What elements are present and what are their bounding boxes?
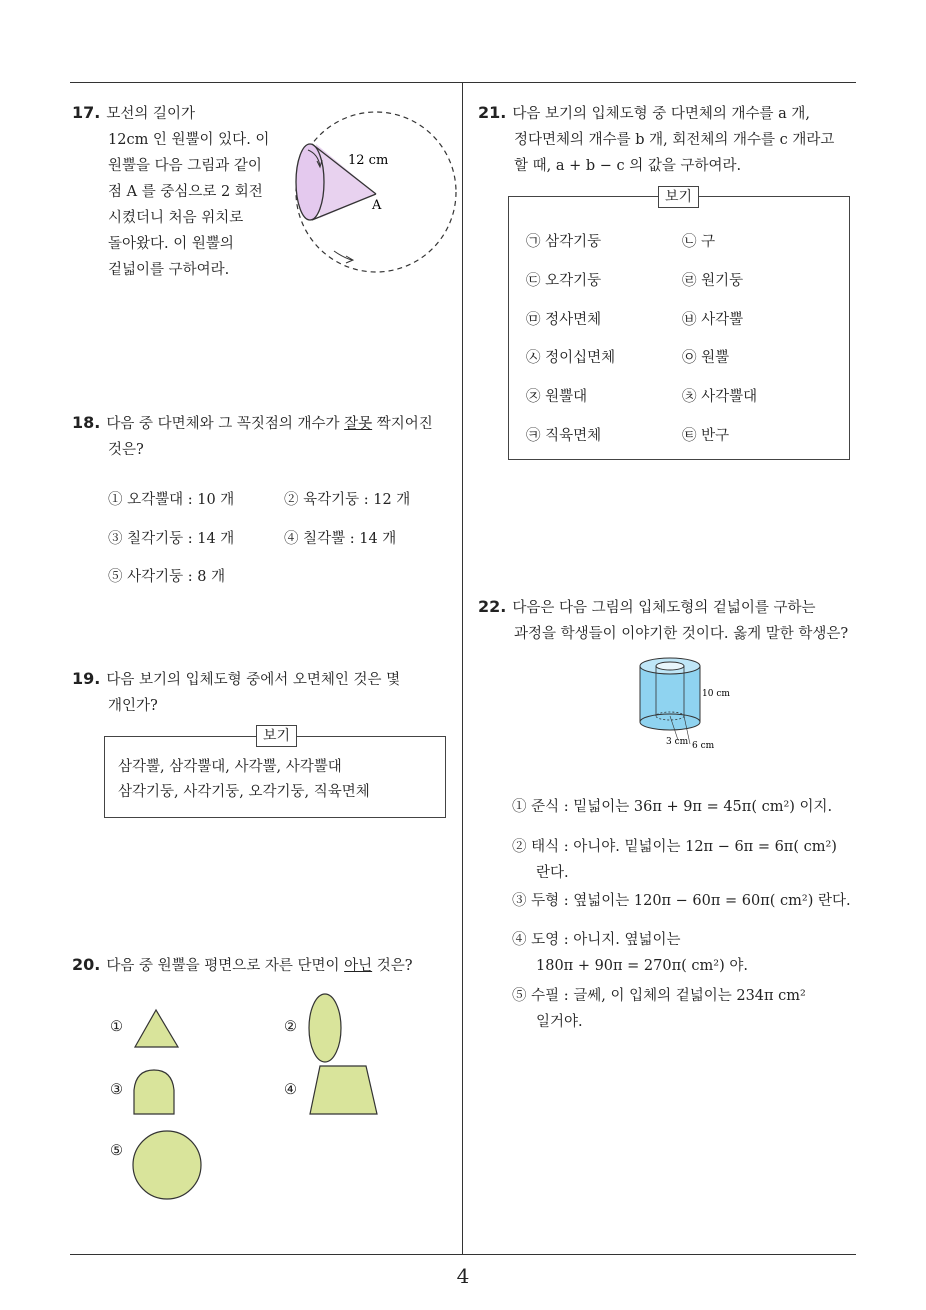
question-17: 17. 모선의 길이가 12cm 인 원뿔이 있다. 이 원뿔을 다음 그림과 같이 점 A 를 중심으로 2 회전 시켰더니 처음 위치로 돌아왔다. 이 원뿔의 겉넓이를 구하여라. (72, 103, 270, 278)
question-number: 21. (478, 103, 507, 122)
question-20: 20. 다음 중 원뿔을 평면으로 자른 단면이 아닌 것은? (72, 955, 413, 974)
q21-item: ㉦ 정이십면체 (526, 350, 616, 366)
slant-length-label: 12 cm (348, 153, 389, 168)
top-rule (70, 82, 856, 83)
q19-box-line-1: 삼각뿔, 삼각뿔대, 사각뿔, 사각뿔대 (118, 759, 342, 775)
triangle-shape (135, 1010, 178, 1047)
q21-item: ㉨ 원뿔대 (526, 389, 588, 405)
question-21: 21. 다음 보기의 입체도형 중 다면체의 개수를 a 개, 정다면체의 개수를 b 개, 회전체의 개수를 c 개라고 할 때, a + b − c 의 값을 구하여라. (478, 103, 835, 174)
q22-option-5[interactable]: ⑤ 수필 : 글쎄, 이 입체의 겉넓이는 234π cm² 일거야. (512, 988, 806, 1030)
trapezoid-shape (310, 1066, 377, 1114)
height-label: 10 cm (702, 689, 730, 699)
question-number: 22. (478, 597, 507, 616)
q22-option-2[interactable]: ② 태식 : 아니야. 밑넓이는 12π − 6π = 6π( cm²) 란다. (512, 839, 837, 881)
q21-item: ㉡ 구 (682, 234, 716, 250)
q21-item: ㉢ 오각기둥 (526, 273, 602, 289)
q20-option-1-label[interactable]: ① (110, 1019, 123, 1035)
question-number: 19. (72, 669, 101, 688)
q21-item: ㉩ 사각뿔대 (682, 389, 758, 405)
q20-option-2-label[interactable]: ② (284, 1019, 297, 1035)
q21-item: ㉥ 사각뿔 (682, 312, 744, 328)
parabola-shape (134, 1070, 174, 1114)
question-19: 19. 다음 보기의 입체도형 중에서 오면체인 것은 몇 개인가? (72, 669, 401, 714)
q21-item: ㉤ 정사면체 (526, 312, 602, 328)
q19-box-line-2: 삼각기둥, 사각기둥, 오각기둥, 직육면체 (118, 784, 370, 800)
q21-box-label: 보기 (658, 186, 699, 208)
question-number: 17. (72, 103, 101, 122)
q18-option-4[interactable]: ④ 칠각뿔 : 14 개 (284, 531, 397, 547)
point-a-label: A (372, 198, 382, 213)
q21-item: ㉪ 직육면체 (526, 428, 602, 444)
hollow-cylinder-figure (630, 652, 740, 752)
q19-example-box (104, 736, 446, 818)
q21-item: ㉣ 원기둥 (682, 273, 744, 289)
question-18: 18. 다음 중 다면체와 그 꼭짓점의 개수가 잘못 짝지어진 것은? (72, 413, 433, 458)
q18-option-5[interactable]: ⑤ 사각기둥 : 8 개 (108, 569, 226, 585)
q20-option-3-label[interactable]: ③ (110, 1082, 123, 1098)
cone-rotation-figure (286, 106, 462, 278)
q18-option-3[interactable]: ③ 칠각기둥 : 14 개 (108, 531, 235, 547)
q20-shapes (120, 990, 390, 1210)
q19-box-label: 보기 (256, 725, 297, 747)
small-radius-label: 3 cm (666, 737, 689, 747)
q18-option-2[interactable]: ② 육각기둥 : 12 개 (284, 492, 411, 508)
q21-item: ㉫ 반구 (682, 428, 730, 444)
bottom-rule (70, 1254, 856, 1255)
q22-option-4[interactable]: ④ 도영 : 아니지. 옆넓이는 180π + 90π = 270π( cm²) 야. (512, 932, 748, 974)
question-number: 20. (72, 955, 101, 974)
q21-item: ㉧ 원뿔 (682, 350, 730, 366)
question-number: 18. (72, 413, 101, 432)
q20-option-5-label[interactable]: ⑤ (110, 1143, 123, 1159)
question-22: 22. 다음은 다음 그림의 입체도형의 겉넓이를 구하는 과정을 학생들이 이야기한 것이다. 옳게 말한 학생은? (478, 597, 849, 642)
q20-option-4-label[interactable]: ④ (284, 1082, 297, 1098)
page-number: 4 (456, 1264, 470, 1288)
q22-option-1[interactable]: ① 준식 : 밑넓이는 36π + 9π = 45π( cm²) 이지. (512, 799, 833, 815)
column-divider (462, 82, 463, 1254)
q22-option-3[interactable]: ③ 두형 : 옆넓이는 120π − 60π = 60π( cm²) 란다. (512, 893, 851, 909)
ellipse-shape (309, 994, 341, 1062)
large-radius-label: 6 cm (692, 741, 715, 751)
q21-item: ㉠ 삼각기둥 (526, 234, 602, 250)
q18-option-1[interactable]: ① 오각뿔대 : 10 개 (108, 492, 235, 508)
circle-shape (133, 1131, 201, 1199)
